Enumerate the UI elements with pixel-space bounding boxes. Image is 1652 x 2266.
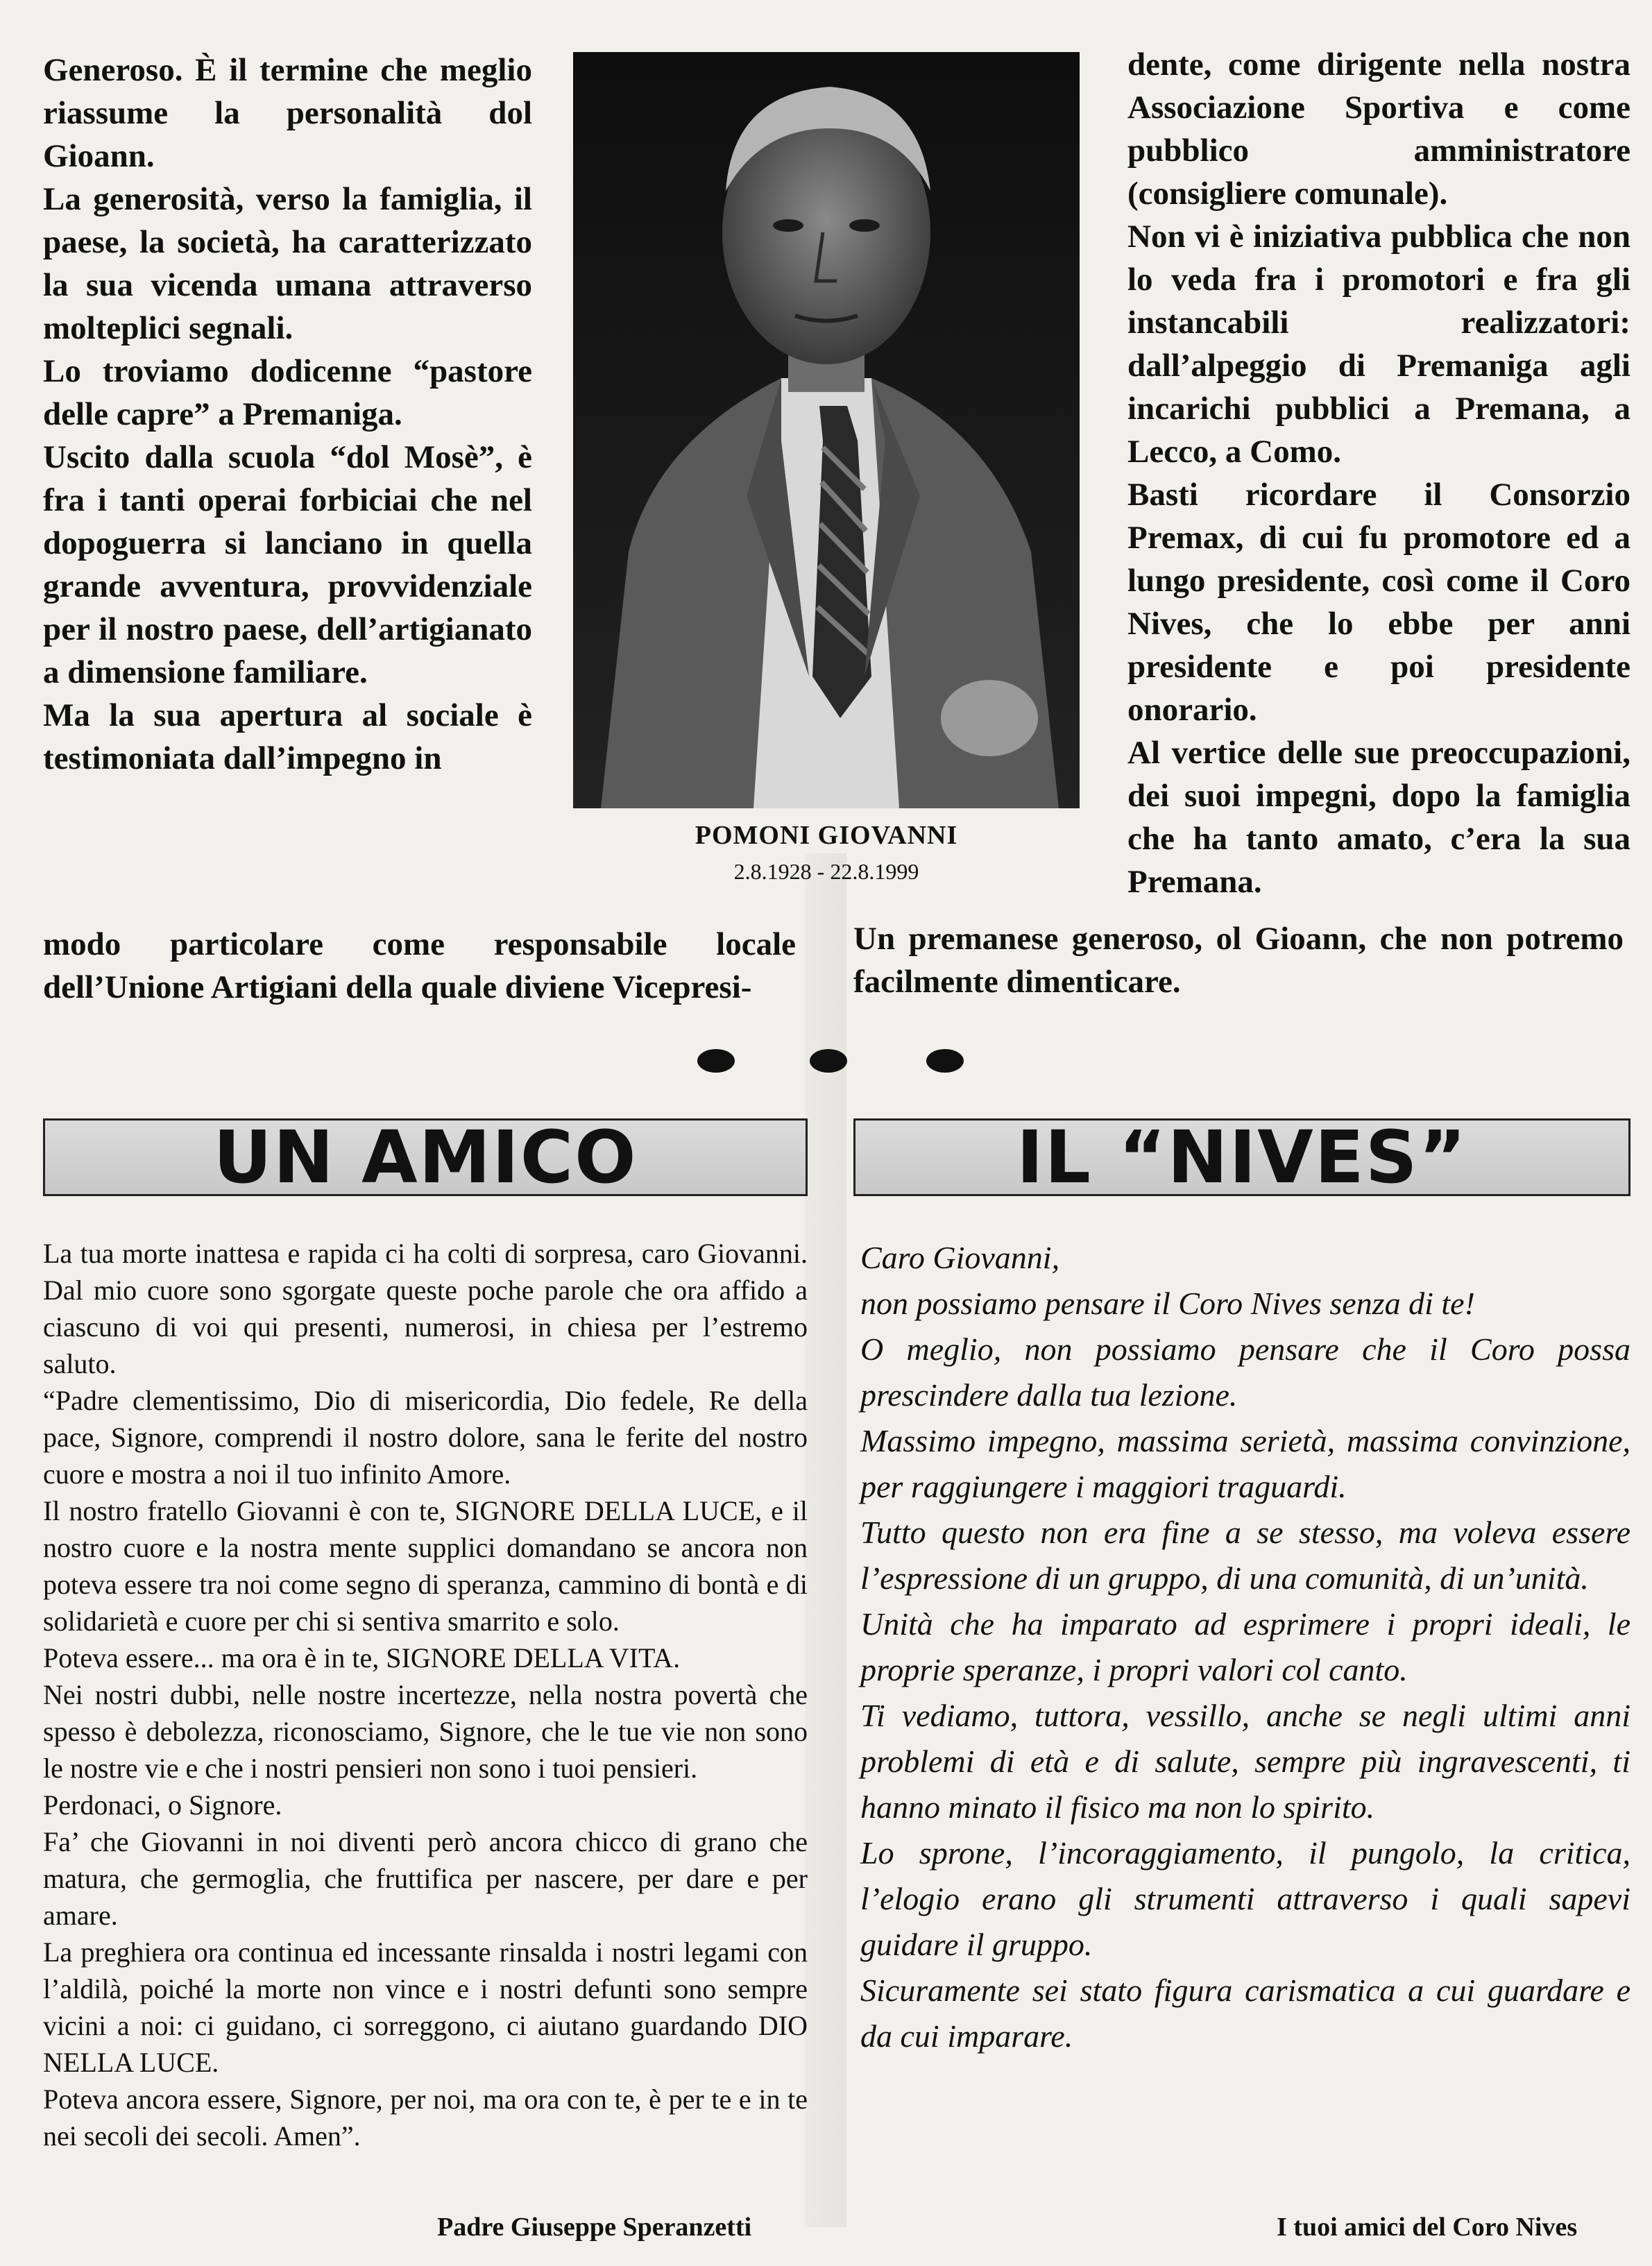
article-paragraph: Ma la sua apertura al sociale è testimoniata dall’impegno in bbox=[43, 697, 532, 776]
letter-paragraph: O meglio, non possiamo pensare che il Coro possa prescindere dalla tua lezione. bbox=[860, 1331, 1630, 1413]
letter-paragraph: Lo sprone, l’incoraggiamento, il pungolo, la critica, l’elogio erano gli strumenti attraverso i quali sapevi guidare il gruppo. bbox=[860, 1835, 1630, 1962]
letter-paragraph: Perdonaci, o Signore. bbox=[43, 1789, 282, 1821]
separator-dot bbox=[926, 1049, 964, 1073]
letter-un-amico bbox=[43, 1235, 808, 2154]
photo-caption-name: POMONI GIOVANNI bbox=[695, 821, 958, 850]
article-paragraph: dente, come dirigente nella nostra Associazione Sportiva e come pubblico amministratore (consigliere comunale). bbox=[1127, 46, 1630, 212]
section-banner-il-nives: IL “NIVES” bbox=[853, 1118, 1630, 1196]
portrait-illustration bbox=[573, 52, 1080, 808]
letter-paragraph: Il nostro fratello Giovanni è con te, SIGNORE DELLA LUCE, e il nostro cuore e la nostra mente supplici domandano se ancora non poteva essere tra noi come segno di speranza, cammino di bontà e di solidarietà e cuore per chi si sentiva smarrito e solo. bbox=[43, 1495, 808, 1637]
article-paragraph: Lo troviamo dodicenne “pastore delle capre” a Premaniga. bbox=[43, 353, 532, 432]
letter-paragraph: Poteva ancora essere, Signore, per noi, ma ora con te, è per te e in te nei secoli dei secoli. Amen”. bbox=[43, 2084, 808, 2152]
letter-paragraph: Nei nostri dubbi, nelle nostre incertezze, nella nostra povertà che spesso è debolezza, riconosciamo, Signore, che le tue vie non sono le nostre vie e che i nostri pensieri non sono i tuoi pensieri. bbox=[43, 1679, 808, 1784]
article-paragraph: Generoso. È il termine che meglio riassume la personalità dol Gioann. bbox=[43, 52, 532, 174]
letter-paragraph: Tutto questo non era fine a se stesso, ma voleva essere l’espressione di un gruppo, di una comunità, di un’unità. bbox=[860, 1515, 1630, 1596]
separator-dot bbox=[697, 1049, 735, 1073]
signature-left: Padre Giuseppe Speranzetti bbox=[437, 2213, 752, 2242]
article-paragraph: Basti ricordare il Consorzio Premax, di cui fu promotore ed a lungo presidente, così come il Coro Nives, che lo ebbe per anni presidente e poi presidente onorario. bbox=[1127, 477, 1630, 728]
article-paragraph: Al vertice delle sue preoccupazioni, dei suoi impegni, dopo la famiglia che ha tanto amato, c’era la sua Premana. bbox=[1127, 735, 1630, 900]
photo-caption-dates: 2.8.1928 - 22.8.1999 bbox=[733, 859, 919, 884]
letter-paragraph: La tua morte inattesa e rapida ci ha colti di sorpresa, caro Giovanni. Dal mio cuore sono sgorgate queste poche parole che ora affido a ciascuno di voi qui presenti, numerosi, in chiesa per l’estremo saluto. bbox=[43, 1238, 808, 1379]
letter-paragraph: non possiamo pensare il Coro Nives senza di te! bbox=[860, 1286, 1475, 1321]
article-paragraph: Non vi è iniziativa pubblica che non lo veda fra i promotori e fra gli instancabili realizzatori: dall’alpeggio di Premaniga agli incarichi pubblici a Premana, a Lecco, a Como. bbox=[1127, 219, 1630, 470]
article-continuation-left bbox=[43, 923, 796, 1009]
letter-paragraph: Caro Giovanni, bbox=[860, 1240, 1060, 1275]
portrait-photo bbox=[573, 52, 1080, 808]
letter-paragraph: Sicuramente sei stato figura carismatica a cui guardare e da cui imparare. bbox=[860, 1973, 1630, 2054]
letter-paragraph: “Padre clementissimo, Dio di misericordia, Dio fedele, Re della pace, Signore, comprendi il nostro dolore, sana le ferite del nostro cuore e mostra a noi il tuo infinito Amore. bbox=[43, 1385, 808, 1490]
letter-paragraph: Poteva essere... ma ora è in te, SIGNORE DELLA VITA. bbox=[43, 1642, 681, 1673]
letter-il-nives bbox=[860, 1235, 1630, 2059]
letter-paragraph: Fa’ che Giovanni in noi diventi però ancora chicco di grano che matura, che germoglia, che fruttifica per nascere, per dare e per amare. bbox=[43, 1826, 808, 1931]
article-paragraph: Uscito dalla scuola “dol Mosè”, è fra i tanti operai forbiciai che nel dopoguerra si lanciano in quella grande avventura, provvidenziale per il nostro paese, dell’artigianato a dimensione familiare. bbox=[43, 439, 532, 690]
article-closing-right bbox=[853, 917, 1624, 1003]
letter-paragraph: Ti vediamo, tuttora, vessillo, anche se negli ultimi anni problemi di età e di salute, sempre più ingravescenti, ti hanno minato il fisico ma non lo spirito. bbox=[860, 1698, 1630, 1825]
signature-right: I tuoi amici del Coro Nives bbox=[1277, 2213, 1578, 2242]
letter-paragraph: Massimo impegno, massima serietà, massima convinzione, per raggiungere i maggiori traguardi. bbox=[860, 1423, 1630, 1504]
article-left-column bbox=[43, 49, 532, 780]
letter-paragraph: La preghiera ora continua ed incessante rinsalda i nostri legami con l’aldilà, poiché la morte non vince e i nostri defunti sono sempre vicini a noi: ci guidano, ci sorreggono, ci aiutano guardando DIO NELLA LUCE. bbox=[43, 1936, 808, 2078]
article-right-column bbox=[1127, 43, 1630, 903]
article-paragraph: Un premanese generoso, ol Gioann, che non potremo facilmente dimenticare. bbox=[853, 921, 1624, 1000]
separator-dot bbox=[810, 1049, 847, 1073]
article-paragraph: La generosità, verso la famiglia, il paese, la società, ha caratterizzato la sua vicenda umana attraverso molteplici segnali. bbox=[43, 181, 532, 346]
letter-paragraph: Unità che ha imparato ad esprimere i propri ideali, le proprie speranze, i propri valori col canto. bbox=[860, 1606, 1630, 1687]
section-banner-un-amico: UN AMICO bbox=[43, 1118, 808, 1196]
article-paragraph: modo particolare come responsabile locale dell’Unione Artigiani della quale diviene Vicepresi- bbox=[43, 926, 796, 1005]
